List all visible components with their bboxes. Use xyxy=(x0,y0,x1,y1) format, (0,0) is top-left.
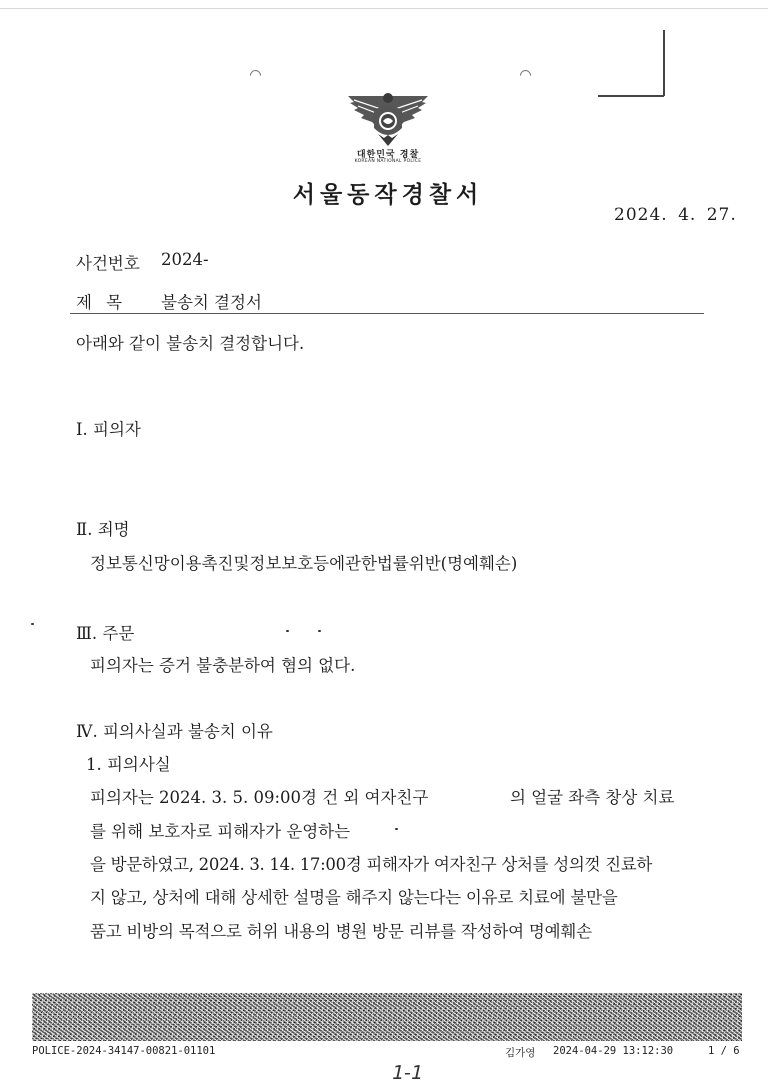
punch-hole-mark-left xyxy=(248,68,264,84)
section-charge-heading: Ⅱ. 죄명 xyxy=(76,520,130,539)
punch-hole-mark-right xyxy=(518,68,534,84)
page-top-edge xyxy=(0,8,768,9)
org-name-korean: 대한민국 경찰 xyxy=(356,150,420,160)
scan-speck xyxy=(31,623,34,625)
document-date: 2024. 4. 27. xyxy=(614,205,737,225)
facts-line: 피의자는 2024. 3. 5. 09:00경 건 외 여자친구 xyxy=(90,788,429,807)
intro-sentence: 아래와 같이 불송치 결정합니다. xyxy=(76,334,305,353)
footer-document-id: POLICE-2024-34147-00821-01101 xyxy=(32,1045,216,1057)
section-facts-heading: Ⅳ. 피의사실과 불송치 이유 xyxy=(76,722,273,741)
section-disposition-heading: Ⅲ. 주문 xyxy=(76,624,135,643)
subject-value: 불송치 결정서 xyxy=(161,293,262,312)
corner-crop-mark-horizontal xyxy=(598,95,664,97)
facts-line: 를 위해 보호자로 피해자가 운영하는 xyxy=(90,822,351,841)
security-noise-band xyxy=(32,993,742,1041)
corner-crop-mark-vertical xyxy=(663,30,665,96)
facts-line: 지 않고, 상처에 대해 상세한 설명을 해주지 않는다는 이유로 치료에 불만을 xyxy=(90,888,618,907)
section-disposition-body: 피의자는 증거 불충분하여 혐의 없다. xyxy=(90,656,356,675)
police-emblem-icon xyxy=(344,88,432,148)
scan-speck xyxy=(395,828,398,830)
facts-line: 의 얼굴 좌측 창상 치료 xyxy=(510,788,675,807)
scan-speck xyxy=(286,630,289,632)
police-station-title: 서울동작경찰서 xyxy=(292,181,484,208)
org-name-english: KOREAN NATIONAL POLICE xyxy=(354,159,422,164)
scan-speck xyxy=(318,630,321,632)
facts-subheading: 1. 피의사실 xyxy=(86,755,171,774)
facts-line: 을 방문하였고, 2024. 3. 14. 17:00경 피해자가 여자친구 상처를 성의껏 진료하 xyxy=(90,855,652,874)
footer-timestamp: 2024-04-29 13:12:30 xyxy=(553,1045,674,1057)
section-charge-body: 정보통신망이용촉진및정보보호등에관한법률위반(명예훼손) xyxy=(90,554,518,573)
handwritten-page-mark: 1-1 xyxy=(389,1062,426,1084)
case-number-value: 2024- xyxy=(161,250,209,269)
footer-printed-by: 김가영 xyxy=(505,1047,536,1059)
footer-page-number: 1 / 6 xyxy=(708,1045,740,1057)
section-suspect-heading: Ⅰ. 피의자 xyxy=(76,420,141,439)
case-number-label: 사건번호 xyxy=(76,254,140,273)
subject-label: 제 목 xyxy=(76,293,123,312)
facts-line: 품고 비방의 목적으로 허위 내용의 병원 방문 리뷰를 작성하여 명예훼손 xyxy=(90,922,592,941)
header-divider xyxy=(70,313,704,314)
